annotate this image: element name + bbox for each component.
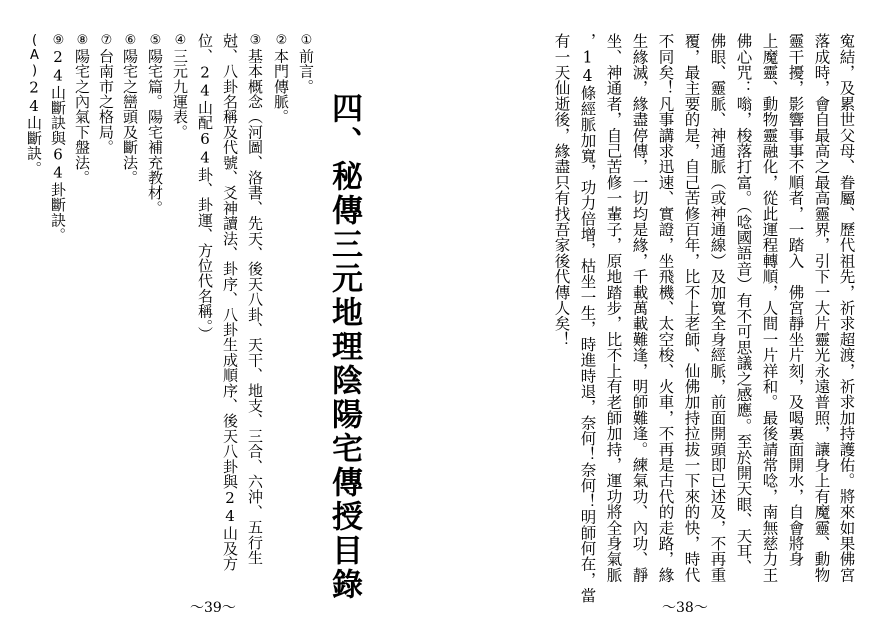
page-number: ～38～ — [662, 600, 708, 616]
page-number: ～39～ — [190, 600, 236, 616]
toc-item-6: ⑥陽宅之巒頭及斷法。 — [121, 33, 139, 186]
text-column: 寃結，及累世父母、眷屬、歷代祖先，祈求超渡，祈求加持護佑。將來如果佛宮 — [837, 33, 856, 583]
page-title: 四、秘傳三元地理陰陽宅傳授目錄 — [326, 92, 362, 602]
toc-item-9a: (A)24山斷訣。 — [25, 33, 43, 176]
toc-item-3: ③基本概念（河圖、洛書、先天、後天八卦、天干、地支、三合、六沖、五行生 — [246, 33, 264, 566]
text-column: 佛眼、靈脈、神通脈（或神通線）及加寬全身經脈，前面開頭即已述及，不再重 — [708, 33, 727, 583]
toc-item-5: ⑤陽宅篇。陽宅補充教材。 — [146, 33, 164, 216]
text-column: 有一天仙逝後，緣盡只有找吾家後代傳人矣！ — [552, 33, 571, 347]
text-column: 落成時，會自最高之最高靈界，引下一大片靈光永遠普照，讓身上有魔靈、動物 — [812, 33, 831, 583]
toc-item-3-continued: 尅、八卦名稱及代號、爻神讀法、卦序、八卦生成順序、後天八卦與24山及方 — [221, 33, 239, 571]
text-column: ，14條經脈加寬，功力倍增，枯坐一生，時進時退，奈何！奈何！明師何在，當 — [578, 33, 597, 604]
text-column: 坐、神通者，自己苦修一輩子，原地踏步，比不上有老師加持，運功將全身氣脈 — [604, 33, 623, 583]
text-column: 靈干擾，影響事事不順者，一踏入 佛宮靜坐片刻，及喝裏面開水，自會將身 — [786, 33, 805, 567]
toc-item-8: ⑧陽宅之內氣下盤法。 — [73, 33, 91, 186]
text-column: 生緣滅，緣盡停傳，一切均是緣，千載萬載難逢，明師難逢。練氣功、內功、靜 — [630, 33, 649, 583]
toc-item-1: ①前言。 — [297, 33, 315, 94]
text-column: 不同矣！凡事講求迅速、實證，坐飛機、太空梭、火車，不再是古代的走路，緣 — [656, 33, 675, 583]
text-column: 佛心咒：嗡，梭落打富。（唸國語音）有不可思議之感應。至於開天眼、天耳、 — [734, 33, 753, 575]
toc-item-3-continued: 位、24山配64卦、卦運、方位代名稱。） — [196, 33, 214, 342]
toc-item-9: ⑨24山斷訣與64卦斷訣。 — [49, 33, 67, 243]
text-column: 上魔靈、動物靈融化，從此運程轉順，人間一片祥和。最後請常唸，南無慈力王 — [760, 33, 779, 583]
toc-item-4: ④三元九運表。 — [171, 33, 189, 140]
text-column: 覆，最主要的是，自己苦修百年，比不上老師、仙佛加持拉拔一下來的快，時代 — [682, 33, 701, 583]
toc-item-2: ②本門傳脈。 — [272, 33, 290, 125]
toc-item-7: ⑦台南市之格局。 — [97, 33, 115, 155]
